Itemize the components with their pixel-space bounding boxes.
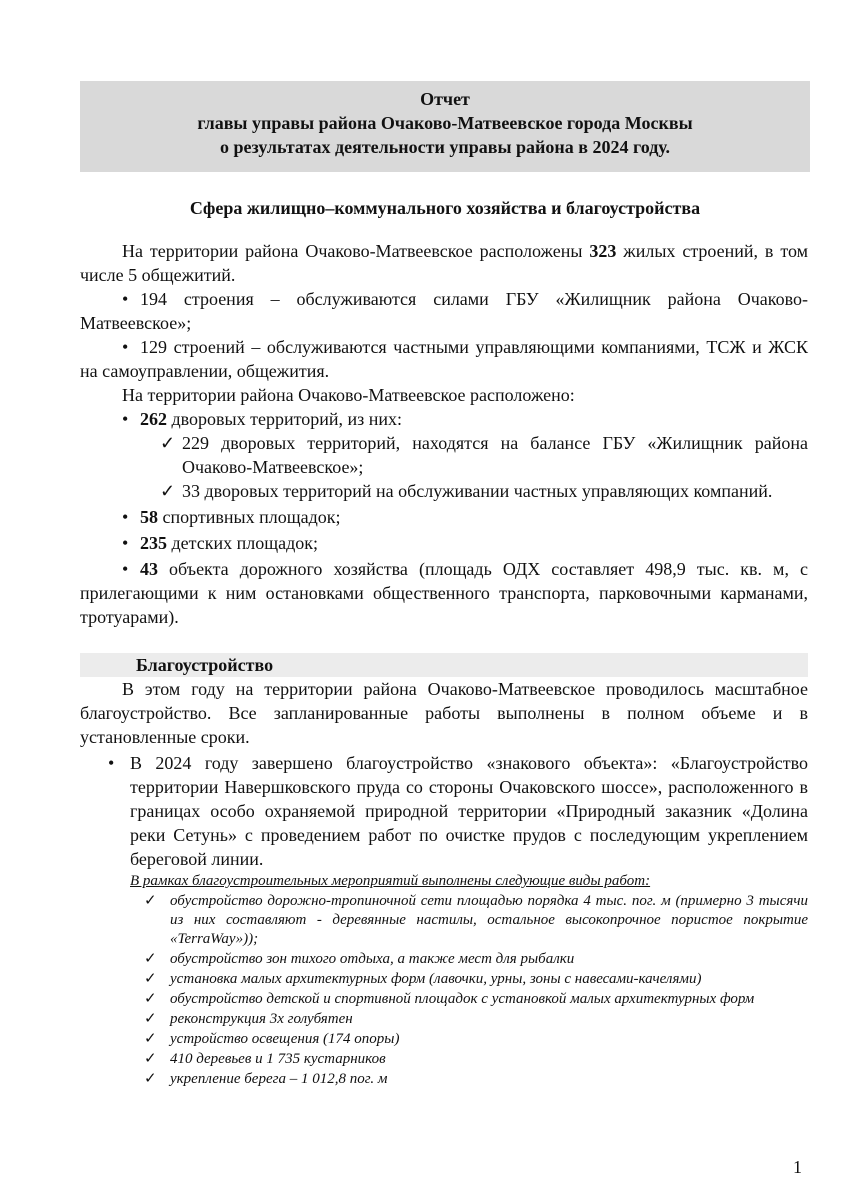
- work-text: реконструкция 3х голубятен: [170, 1011, 353, 1027]
- document-body: [80, 239, 808, 1089]
- bullet-text: 194 строения – обслуживаются силами ГБУ «Жилищник района Очаково-Матвеевское»;: [80, 289, 808, 333]
- work-item: [144, 1030, 808, 1049]
- intro-paragraph: [80, 239, 808, 287]
- check-item: [160, 431, 808, 479]
- bullet-text: дворовых территорий, из них:: [167, 409, 403, 429]
- checkmark-icon: ✓: [144, 1071, 157, 1087]
- bullet-text: 129 строений – обслуживаются частными управляющими компаниями, ТСЖ и ЖСК на самоуправлении, общежития.: [80, 337, 808, 381]
- bullet-icon: •: [122, 507, 129, 527]
- bullet-icon: •: [122, 533, 129, 553]
- yard-check-list: [80, 431, 808, 503]
- kids-count: 235: [140, 533, 167, 553]
- works-intro: В рамках благоустроительных мероприятий выполнены следующие виды работ:: [130, 873, 651, 889]
- bullet-text: спортивных площадок;: [158, 507, 341, 527]
- section-title: Сфера жилищно–коммунального хозяйства и благоустройства: [189, 198, 701, 218]
- bullet-item: [80, 557, 808, 629]
- work-item: [144, 950, 808, 969]
- intro-text-2: жилых строений, в том числе 5 общежитий.: [80, 241, 808, 285]
- bullet-icon: •: [122, 409, 129, 429]
- bullet-text: В 2024 году завершено благоустройство «знакового объекта»: «Благоустройство территории Навершковского пруда со стороны Очаковского шоссе», расположенного в границах особо охраняемой природной территории «Природный заказник «Долина реки Сетунь» с проведением работ по очистке прудов с последующим укреплением береговой линии.: [130, 753, 808, 869]
- bullet-item: [80, 335, 808, 383]
- bullet-item: [80, 751, 808, 871]
- work-item: [144, 970, 808, 989]
- bullet-icon: •: [108, 753, 115, 773]
- work-text: обустройство дорожно-тропиночной сети площадью порядка 4 тыс. пог. м (примерно 3 тысячи из них составляют - деревянные настилы, остальное высокопрочное пористое покрытие «TerraWay»));: [170, 893, 808, 947]
- bullet-item: [80, 505, 808, 529]
- header-title: Отчет: [420, 89, 470, 109]
- work-text: обустройство детской и спортивной площадок с установкой малых архитектурных форм: [170, 991, 755, 1007]
- work-item: [144, 1010, 808, 1029]
- check-text: 33 дворовых территорий на обслуживании частных управляющих компаний.: [182, 481, 773, 501]
- checkmark-icon: ✓: [160, 433, 176, 453]
- checkmark-icon: ✓: [144, 951, 157, 967]
- work-text: укрепление берега – 1 012,8 пог. м: [170, 1071, 388, 1087]
- work-text: 410 деревьев и 1 735 кустарников: [170, 1051, 386, 1067]
- work-text: обустройство зон тихого отдыха, а также мест для рыбалки: [170, 951, 575, 967]
- report-header: [80, 81, 810, 172]
- checkmark-icon: ✓: [144, 1011, 157, 1027]
- bullet-item: [80, 531, 808, 555]
- bullet-item: [80, 287, 808, 335]
- works-list: [144, 892, 808, 1089]
- checkmark-icon: ✓: [144, 1031, 157, 1047]
- page-number: 1: [793, 1157, 802, 1177]
- intro-text-1: На территории района Очаково-Матвеевское расположены: [122, 241, 590, 261]
- work-item: [144, 990, 808, 1009]
- bullet-icon: •: [122, 559, 129, 579]
- located-intro: На территории района Очаково-Матвеевское расположено:: [122, 385, 575, 405]
- bullet-icon: •: [122, 289, 129, 309]
- bullet-icon: •: [122, 337, 129, 357]
- checkmark-icon: ✓: [144, 1051, 157, 1067]
- work-text: установка малых архитектурных форм (лавочки, урны, зоны с навесами-качелями): [170, 971, 702, 987]
- work-text: устройство освещения (174 опоры): [170, 1031, 400, 1047]
- check-item: [160, 479, 808, 503]
- roads-count: 43: [140, 559, 158, 579]
- checkmark-icon: ✓: [144, 971, 157, 987]
- sport-count: 58: [140, 507, 158, 527]
- header-subtitle-2: о результатах деятельности управы района в 2024 году.: [220, 137, 670, 157]
- checkmark-icon: ✓: [144, 893, 157, 909]
- work-item: [144, 1050, 808, 1069]
- subsection-title: Благоустройство: [80, 653, 808, 677]
- intro-buildings-count: 323: [589, 241, 617, 261]
- bullet-text: детских площадок;: [167, 533, 318, 553]
- checkmark-icon: ✓: [144, 991, 157, 1007]
- header-subtitle-1: главы управы района Очаково-Матвеевское города Москвы: [197, 113, 693, 133]
- yards-count: 262: [140, 409, 167, 429]
- blag-paragraph: В этом году на территории района Очаково-Матвеевское проводилось масштабное благоустройство. Все запланированные работы выполнены в полном объеме и в установленные сроки.: [80, 679, 808, 747]
- check-text: 229 дворовых территорий, находятся на балансе ГБУ «Жилищник района Очаково-Матвеевское»;: [182, 433, 808, 477]
- bullet-item: [80, 407, 808, 431]
- checkmark-icon: ✓: [160, 481, 176, 501]
- bullet-text: объекта дорожного хозяйства (площадь ОДХ составляет 498,9 тыс. кв. м, с прилегающими к ним остановками общественного транспорта, парковочными карманами, тротуарами).: [80, 559, 808, 627]
- work-item: [144, 1070, 808, 1089]
- work-item: [144, 892, 808, 949]
